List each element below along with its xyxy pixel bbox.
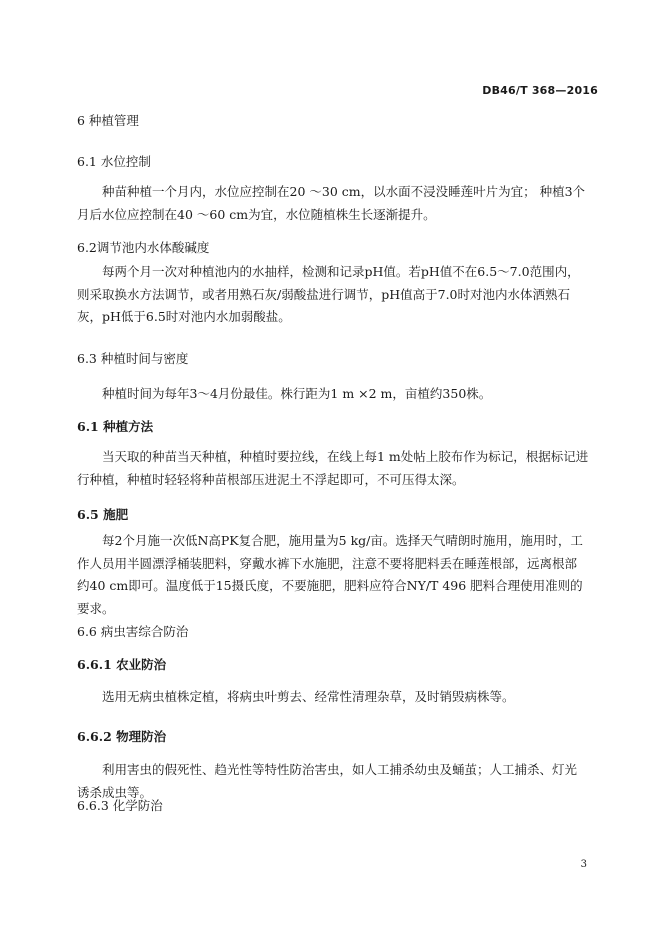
paragraph-6-3: 种植时间为每年3～4月份最佳。株行距为1 m ×2 m，亩植约350株。 (102, 386, 492, 401)
heading-6-6-3: 6.6.3 化学防治 (77, 798, 163, 813)
heading-6-1: 6.1 水位控制 (77, 154, 151, 169)
paragraph-6-5: 每2个月施一次低N高PK复合肥，施用量为5 kg/亩。选择天气晴朗时施用，施用时，工作人员用半圆漂浮桶装肥料，穿戴水裤下水施肥，注意不要将肥料丢在睡莲根部，远离根部约40 cm即可。温度低于15摄氏度，不要施肥，肥料应符合NY/T 496 肥料合理使用准则的要求。 (77, 533, 583, 616)
paragraph-6-6-1: 选用无病虫植株定植，将病虫叶剪去、经常性清理杂草，及时销毁病株等。 (102, 689, 515, 704)
heading-6-1-planting: 6.1 种植方法 (77, 419, 154, 434)
paragraph-6-1: 种苗种植一个月内，水位应控制在20 ～30 cm，以水面不浸没睡莲叶片为宜； 种植3个月后水位应控制在40 ～60 cm为宜，水位随植株生长逐渐提升。 (77, 184, 586, 222)
heading-6-3: 6.3 种植时间与密度 (77, 351, 189, 366)
heading-6-6-1: 6.6.1 农业防治 (77, 657, 167, 672)
paragraph-6-1-planting: 当天取的种苗当天种植，种植时要拉线，在线上每1 m处帖上胶布作为标记，根据标记进行种植，种植时轻轻将种苗根部压进泥土不浮起即可，不可压得太深。 (77, 449, 589, 487)
page-number: 3 (580, 859, 587, 870)
paragraph-6-2: 每两个月一次对种植池内的水抽样，检测和记录pH值。若pH值不在6.5～7.0范围内，则采取换水方法调节，或者用熟石灰/弱酸盐进行调节，pH值高于7.0时对池内水体洒熟石灰，pH低于6.5时对池内水加弱酸盐。 (77, 264, 580, 324)
heading-6-2: 6.2调节池内水体酸碱度 (77, 240, 210, 255)
document-code: DB46/T 368—2016 (482, 84, 598, 97)
heading-6-6-2: 6.6.2 物理防治 (77, 729, 167, 744)
heading-6-6: 6.6 病虫害综合防治 (77, 624, 189, 639)
heading-6: 6 种植管理 (77, 113, 139, 128)
paragraph-6-6-2: 利用害虫的假死性、趋光性等特性防治害虫，如人工捕杀幼虫及蛹茧；人工捕杀、灯光诱杀成虫等。 (77, 762, 578, 800)
heading-6-5: 6.5 施肥 (77, 507, 129, 522)
